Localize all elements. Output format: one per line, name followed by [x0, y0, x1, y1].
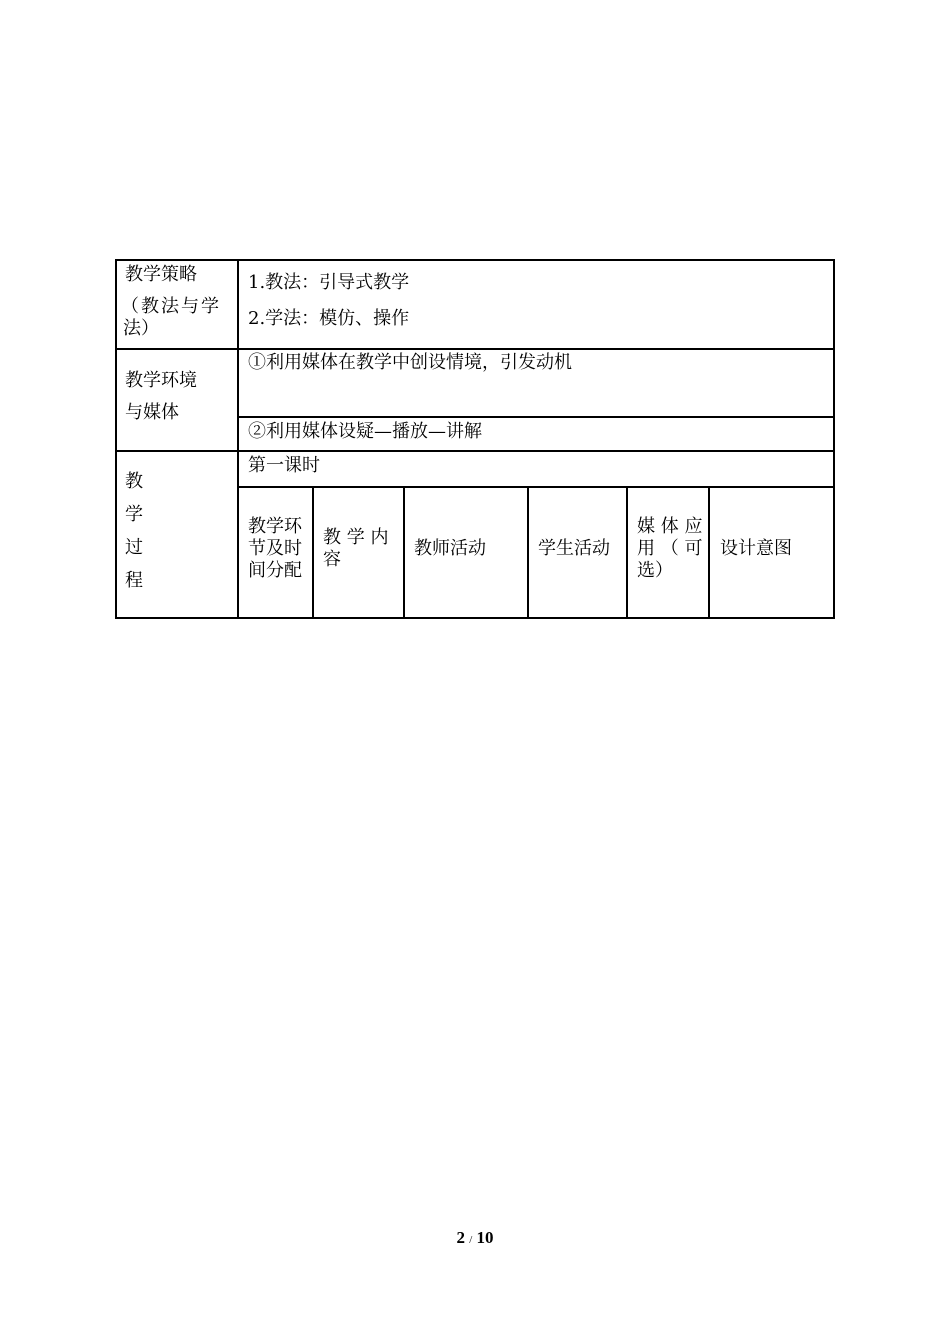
strategy-label-line3: 法） [123, 318, 159, 339]
table-border-top [115, 259, 835, 261]
learning-method: 2.学法：模仿、操作 [248, 308, 410, 329]
table-border-left [115, 259, 117, 619]
column-header-design-intent: 设计意图 [720, 538, 792, 559]
column-divider [312, 486, 314, 618]
column-header-student-activity: 学生活动 [538, 538, 610, 559]
environment-item-1: ①利用媒体在教学中创设情境，引发动机 [248, 352, 572, 373]
strategy-label-line1: 教学策略 [125, 264, 197, 285]
process-label-char: 过 [125, 537, 143, 558]
column-header-teacher-activity: 教师活动 [414, 538, 486, 559]
column-header-media: 媒 体 应 用 （ 可 选） [637, 516, 703, 581]
column-divider [403, 486, 405, 618]
process-label-char: 教 [125, 471, 143, 492]
column-divider [708, 486, 710, 618]
column-header-content: 教 学 内 容 [323, 527, 389, 570]
strategy-label-line2: （教法与学 [121, 296, 221, 317]
column-header-stage: 教学环 节及时 间分配 [248, 516, 302, 581]
environment-label-line2: 与媒体 [125, 402, 179, 423]
row-divider [115, 450, 835, 452]
row-divider [115, 348, 835, 350]
row-divider [238, 486, 835, 488]
column-divider [626, 486, 628, 618]
table-border-bottom [115, 617, 835, 619]
process-label-char: 学 [125, 504, 143, 525]
column-divider [237, 259, 239, 619]
environment-label-line1: 教学环境 [125, 370, 197, 391]
page-number: 2 / 10 [456, 1228, 494, 1247]
row-divider [238, 416, 835, 418]
environment-item-2: ②利用媒体设疑—播放—讲解 [248, 421, 482, 442]
lesson-title: 第一课时 [248, 455, 320, 476]
teaching-method: 1.教法：引导式教学 [248, 272, 410, 293]
column-divider [527, 486, 529, 618]
table-border-right [833, 259, 835, 619]
process-label-char: 程 [125, 570, 143, 591]
